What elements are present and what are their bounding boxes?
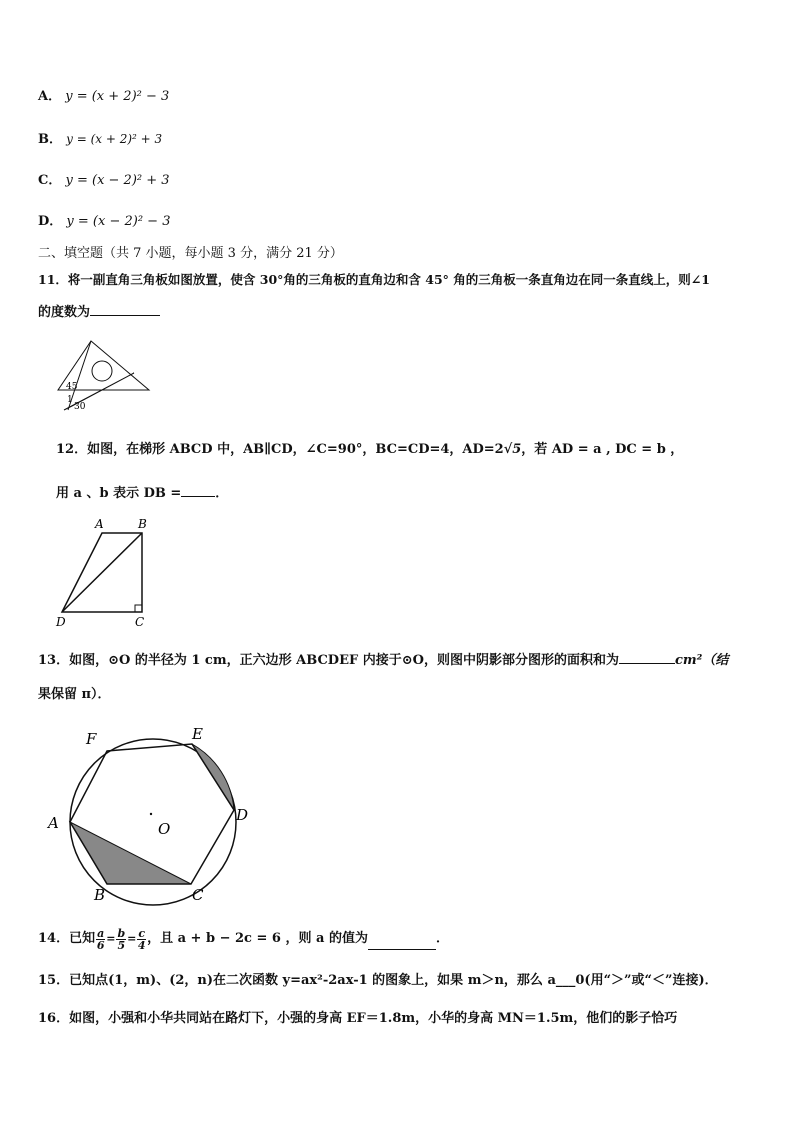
q13-label-f: F: [86, 730, 97, 748]
q14-end: ．: [435, 931, 449, 946]
q11-figure: [54, 338, 154, 413]
q13-figure: [44, 722, 264, 912]
option-b: [38, 130, 162, 149]
q13-unit: cm²（结: [674, 653, 729, 668]
q12-figure: [52, 515, 162, 630]
q12-label-b: B: [138, 517, 147, 531]
q12-condition: ，若 AD = a , DC = b ，: [521, 442, 684, 457]
q12-statement: 12．如图，在梯形 ABCD 中，AB∥CD，∠C=90°，BC=CD=4，AD=2: [56, 442, 504, 457]
q11-label-30: 30: [74, 402, 86, 412]
q12-label-d: D: [56, 615, 66, 629]
q12-sqrt5: √5: [503, 442, 522, 457]
q14-prefix: 14．已知: [38, 931, 96, 946]
q14-answer-blank: [368, 937, 436, 950]
q11-text-line1: 11．将一副直角三角板如图放置，使含 30°角的三角板的直角边和含 45° 角的三角板一条直角边在同一条直线上，则∠1: [38, 272, 710, 287]
q12-right-angle-mark: [135, 605, 142, 612]
option-d-expression: y = (x − 2)² − 3: [66, 214, 171, 229]
option-d: [38, 213, 170, 231]
option-c: [38, 172, 170, 190]
q14-frac-b: $\frac{b}{5}$: [117, 926, 126, 952]
q13-label-c: C: [192, 886, 204, 904]
q11-text-line2: [38, 303, 160, 322]
q13-label-o: O: [158, 820, 171, 838]
q13-answer-blank: [619, 651, 675, 664]
q13-label-a: A: [48, 814, 59, 832]
option-a-label: A．: [38, 89, 62, 104]
q11-circle: [92, 361, 112, 381]
q13-center-dot: [150, 813, 152, 815]
option-c-label: C．: [38, 173, 62, 188]
q12-end: ．: [215, 486, 229, 501]
q12-text-line1: [56, 441, 683, 459]
q14-frac-a: $\frac{a}{6}$: [96, 926, 105, 952]
option-a-expression: y = (x + 2)² − 3: [65, 89, 170, 104]
q14-eq2: =: [127, 932, 137, 945]
q13-label-d: D: [236, 806, 249, 824]
q11-label-1: 1: [67, 395, 73, 405]
option-a: [38, 88, 169, 106]
q12-label-a: A: [95, 517, 104, 531]
q12-answer-blank: [181, 484, 215, 497]
q12-diagonal-db: [62, 533, 142, 612]
q13-label-b: B: [94, 886, 106, 904]
q14-condition: ，且 a + b − 2c = 6 ，则 a 的值为: [147, 931, 368, 946]
q12-label-c: C: [135, 615, 145, 629]
q14-frac-c: $\frac{c}{4}$: [137, 926, 146, 952]
q14-text: [38, 924, 449, 954]
q13-label-e: E: [192, 725, 203, 743]
option-d-label: D．: [38, 214, 63, 229]
q12-text-line2: [56, 484, 228, 503]
q14-eq1: =: [106, 932, 116, 945]
q11-prompt: 的度数为: [38, 305, 91, 320]
option-b-label: B．: [38, 132, 62, 147]
q13-statement: 13．如图，⊙O 的半径为 1 cm，正六边形 ABCDEF 内接于⊙O，则图中阴影部分图形的面积和为: [38, 653, 619, 668]
q15-text: 15．已知点(1，m)、(2，n)在二次函数 y=ax²-2ax-1 的图象上，如果 m＞n，那么 a___0(用“＞”或“＜”连接)．: [38, 973, 718, 988]
option-b-expression: y = (x + 2)² + 3: [66, 132, 163, 146]
q12-prompt: 用 a 、b 表示 DB =: [56, 486, 182, 501]
q13-text-line2: 果保留 π）．: [38, 687, 111, 702]
section-heading: 二、填空题（共 7 小题，每小题 3 分，满分 21 分）: [38, 246, 343, 261]
q11-answer-blank: [90, 303, 160, 316]
q13-text-line1: [38, 651, 728, 670]
q16-text: 16．如图，小强和小华共同站在路灯下，小强的身高 EF＝1.8m，小华的身高 MN＝1.5m，他们的影子恰巧: [38, 1011, 678, 1026]
q11-label-45: 45: [66, 382, 78, 392]
option-c-expression: y = (x − 2)² + 3: [65, 173, 170, 188]
